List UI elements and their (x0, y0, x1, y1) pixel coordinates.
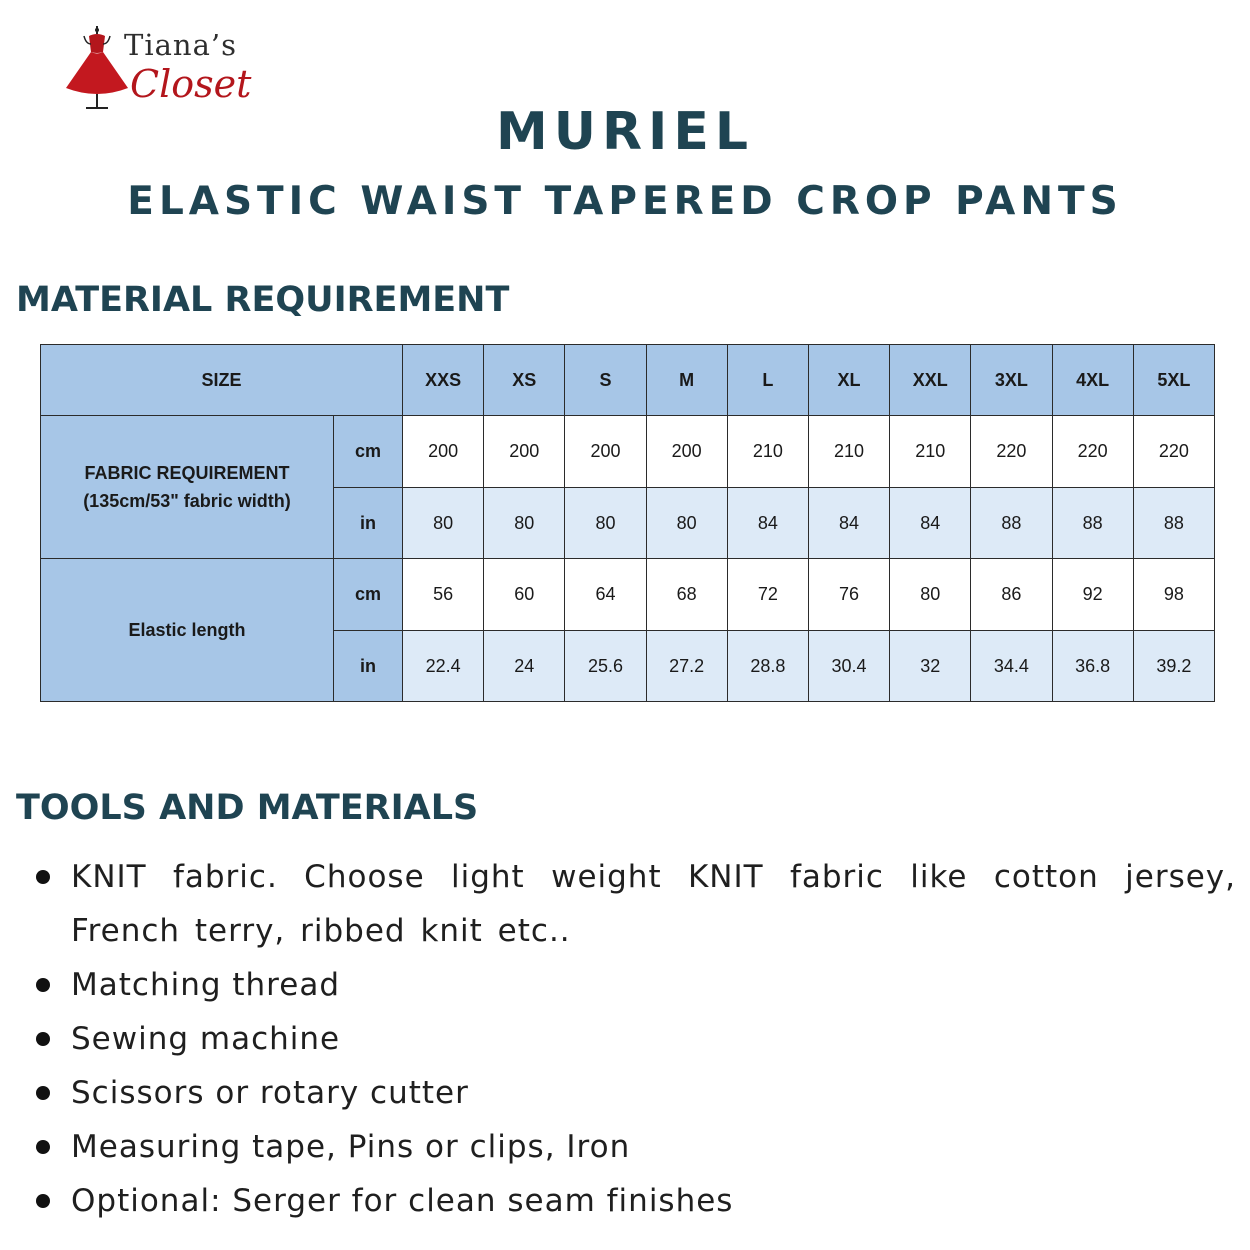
table-cell: 210 (890, 416, 971, 488)
tools-list (36, 850, 1236, 1228)
list-item (36, 958, 1236, 1012)
dress-form-icon (62, 26, 132, 112)
unit-cm: cm (334, 416, 403, 488)
list-item-text: Matching thread (71, 967, 340, 1003)
table-cell: 88 (971, 488, 1052, 559)
table-cell: 80 (565, 488, 646, 559)
table-cell: 80 (403, 488, 484, 559)
list-item-text: KNIT fabric. Choose light weight KNIT fabric like cotton jersey, French terry, ribbed knit etc.. (71, 859, 1236, 949)
list-item (36, 1174, 1236, 1228)
table-cell: 72 (727, 559, 808, 631)
unit-in: in (334, 488, 403, 559)
pattern-subtitle: ELASTIC WAIST TAPERED CROP PANTS (127, 179, 1123, 224)
material-requirement-heading: MATERIAL REQUIREMENT (16, 280, 510, 320)
list-item (36, 1066, 1236, 1120)
table-cell: 22.4 (403, 631, 484, 702)
size-l: L (727, 345, 808, 416)
table-cell: 28.8 (727, 631, 808, 702)
bullet-icon (36, 1086, 50, 1100)
table-cell: 64 (565, 559, 646, 631)
bullet-icon (36, 1140, 50, 1154)
material-requirement-table (40, 344, 1215, 702)
table-cell: 88 (1052, 488, 1133, 559)
table-cell: 220 (971, 416, 1052, 488)
elastic-length-label: Elastic length (41, 559, 334, 702)
table-cell: 200 (646, 416, 727, 488)
table-cell: 84 (890, 488, 971, 559)
table-cell: 27.2 (646, 631, 727, 702)
size-label: SIZE (41, 345, 403, 416)
size-xxs: XXS (403, 345, 484, 416)
size-xs: XS (484, 345, 565, 416)
table-cell: 80 (646, 488, 727, 559)
list-item-text: Sewing machine (71, 1021, 341, 1057)
table-cell: 76 (808, 559, 889, 631)
size-xxl: XXL (890, 345, 971, 416)
table-cell: 34.4 (971, 631, 1052, 702)
unit-cm: cm (334, 559, 403, 631)
table-cell: 56 (403, 559, 484, 631)
list-item-text: Optional: Serger for clean seam finishes (71, 1183, 734, 1219)
size-header-row (41, 345, 1215, 416)
fabric-width-note: (135cm/53" fabric width) (83, 491, 291, 511)
table-cell: 36.8 (1052, 631, 1133, 702)
table-cell: 210 (727, 416, 808, 488)
list-item-text: Scissors or rotary cutter (71, 1075, 469, 1111)
brand-name-line1: Tiana’s (124, 28, 237, 62)
fabric-requirement-title: FABRIC REQUIREMENT (84, 463, 290, 483)
list-item-text: Measuring tape, Pins or clips, Iron (71, 1129, 631, 1165)
size-3xl: 3XL (971, 345, 1052, 416)
table-cell: 60 (484, 559, 565, 631)
table-cell: 25.6 (565, 631, 646, 702)
table-cell: 24 (484, 631, 565, 702)
table-cell: 39.2 (1133, 631, 1214, 702)
list-item (36, 1012, 1236, 1066)
table-cell: 220 (1133, 416, 1214, 488)
fabric-cm-row (41, 416, 1215, 488)
brand-name-line2: Closet (130, 62, 252, 106)
pattern-title: MURIEL (495, 102, 754, 162)
size-xl: XL (808, 345, 889, 416)
table-cell: 98 (1133, 559, 1214, 631)
table-cell: 30.4 (808, 631, 889, 702)
table-cell: 86 (971, 559, 1052, 631)
bullet-icon (36, 978, 50, 992)
table-cell: 68 (646, 559, 727, 631)
size-m: M (646, 345, 727, 416)
table-cell: 84 (808, 488, 889, 559)
bullet-icon (36, 870, 50, 884)
bullet-icon (36, 1194, 50, 1208)
elastic-cm-row (41, 559, 1215, 631)
size-4xl: 4XL (1052, 345, 1133, 416)
table-cell: 200 (403, 416, 484, 488)
table-cell: 88 (1133, 488, 1214, 559)
table-cell: 200 (565, 416, 646, 488)
size-s: S (565, 345, 646, 416)
table-cell: 84 (727, 488, 808, 559)
fabric-requirement-label (41, 416, 334, 559)
list-item (36, 1120, 1236, 1174)
table-cell: 200 (484, 416, 565, 488)
table-cell: 210 (808, 416, 889, 488)
bullet-icon (36, 1032, 50, 1046)
table-cell: 32 (890, 631, 971, 702)
table-cell: 80 (484, 488, 565, 559)
tools-and-materials-heading: TOOLS AND MATERIALS (16, 788, 479, 828)
table-cell: 80 (890, 559, 971, 631)
unit-in: in (334, 631, 403, 702)
table-cell: 220 (1052, 416, 1133, 488)
table-cell: 92 (1052, 559, 1133, 631)
size-5xl: 5XL (1133, 345, 1214, 416)
list-item (36, 850, 1236, 958)
brand-logo (62, 26, 262, 112)
